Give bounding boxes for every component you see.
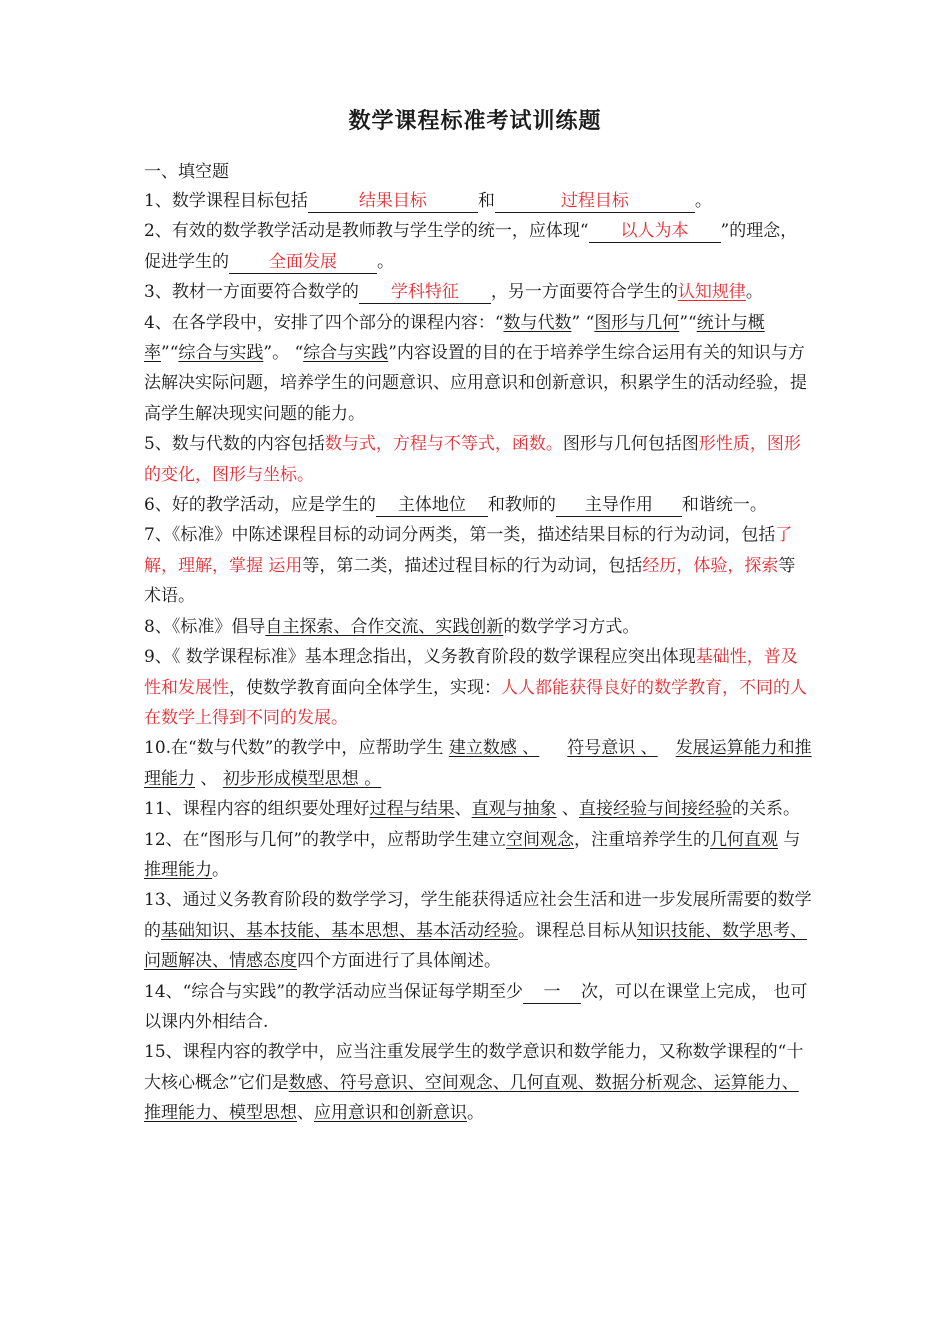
question-text: ”内容设置的目的在于培养学生综合运用有关的知识与方法解决实际问题，培养学生的问题意识、应用意识和创新意识，积累学生的活动经验，提高学生解决现实问题的能力。 bbox=[144, 343, 807, 424]
answer-blank: 以人为本 bbox=[589, 220, 721, 243]
answer-text: 人人都能获得良好的数学教育，不同的人在数学上得到不同的发展。 bbox=[144, 677, 807, 728]
question-5 bbox=[144, 429, 812, 490]
answer-text: 数与代数 bbox=[503, 312, 572, 333]
answer-text: 基础知识、基本技能、基本思想、基本活动经验 bbox=[161, 920, 518, 941]
question-text: 。 bbox=[745, 282, 763, 303]
section-heading: 一、填空题 bbox=[144, 162, 229, 182]
answer-blank: 学科特征 bbox=[359, 281, 491, 304]
answer-text: 空间观念 bbox=[506, 829, 575, 850]
question-text: ，使数学教育面向全体学生，实现： bbox=[229, 677, 501, 698]
question-text: 3、教材一方面要符合数学的 bbox=[144, 282, 359, 303]
question-text: 。 bbox=[467, 1103, 484, 1124]
question-text: 。 bbox=[694, 191, 712, 211]
answer-text: 直观与抽象 bbox=[471, 799, 557, 820]
question-8 bbox=[144, 612, 812, 642]
answer-text: 统计与概率 bbox=[144, 312, 765, 364]
question-text: 、 bbox=[454, 799, 472, 820]
question-text: 次，可以在课堂上完成， 也可以课内外相结合. bbox=[144, 981, 808, 1032]
question-text: 13、通过义务教育阶段的数学学习，学生能获得适应社会生活和进一步发展所需要的数学的 bbox=[144, 890, 812, 941]
question-6 bbox=[144, 490, 812, 520]
question-4 bbox=[144, 308, 812, 430]
question-9 bbox=[144, 642, 812, 733]
question-12 bbox=[144, 825, 812, 886]
question-text: 四个方面进行了具体阐述。 bbox=[297, 951, 501, 972]
answer-text: 过程与结果 bbox=[369, 799, 455, 820]
question-1 bbox=[144, 186, 812, 216]
question-text: 6、好的教学活动，应是学生的 bbox=[144, 495, 376, 516]
question-text: 和教师的 bbox=[487, 495, 556, 516]
question-text: 4、在各学段中，安排了四个部分的课程内容：“ bbox=[144, 312, 504, 333]
answer-text: 知识技能、数学思考、问题解决、情感态度 bbox=[144, 920, 807, 972]
question-7 bbox=[144, 520, 812, 611]
question-text: ，注重培养学生的 bbox=[574, 829, 711, 850]
answer-text: 几何直观 bbox=[710, 829, 779, 850]
answer-text: 综合与实践 bbox=[178, 343, 264, 364]
answer-text: 综合与实践 bbox=[303, 343, 389, 364]
answer-blank: 结果目标 bbox=[308, 190, 478, 213]
answer-text: 推理能力 bbox=[144, 859, 212, 880]
question-text: ” “ bbox=[571, 312, 595, 333]
question-text: 11、课程内容的组织要处理好 bbox=[144, 799, 370, 820]
question-text: ”。 “ bbox=[263, 343, 304, 364]
question-text: 15、课程内容的教学中，应当注重发展学生的数学意识和数学能力，又称数学课程的“十大核心概念”它们是 bbox=[144, 1042, 804, 1093]
question-list bbox=[144, 186, 812, 1129]
answer-text: 建立数感 、 bbox=[448, 738, 540, 759]
question-text: 12、在“图形与几何”的教学中，应帮助学生建立 bbox=[144, 829, 507, 850]
question-text: ”“ bbox=[679, 312, 697, 333]
question-15 bbox=[144, 1037, 812, 1128]
question-text: 。 bbox=[212, 859, 229, 880]
answer-text: 初步形成模型思想 。 bbox=[222, 768, 382, 789]
page-title: 数学课程标准考试训练题 bbox=[348, 109, 602, 134]
answer-text: 符号意识 、 bbox=[567, 738, 658, 759]
question-text: 8、《标准》倡导 bbox=[144, 616, 266, 637]
answer-text: 应用意识和创新意识 bbox=[314, 1103, 467, 1124]
answer-text: 自主探索、合作交流、实践创新 bbox=[265, 616, 504, 637]
question-text: 和谐统一。 bbox=[681, 495, 767, 516]
answer-text: 认知规律 bbox=[677, 282, 746, 303]
question-text: 、 bbox=[556, 799, 580, 820]
answer-text: 了解，理解，掌握 运用 bbox=[144, 525, 793, 576]
question-text: 等，第二类，描述过程目标的行为动词，包括 bbox=[302, 555, 643, 576]
answer-text: 图形与几何 bbox=[594, 312, 680, 333]
answer-blank: 主体地位 bbox=[376, 494, 488, 517]
question-text: 10.在“数与代数”的教学中，应帮助学生 bbox=[144, 738, 449, 759]
question-11 bbox=[144, 794, 812, 824]
question-3 bbox=[144, 277, 812, 307]
answer-text: 基础性，普及性和发展性 bbox=[144, 647, 798, 698]
question-10 bbox=[144, 733, 812, 794]
question-text: 。课程总目标从 bbox=[518, 920, 637, 941]
answer-text: 形性质，图形的变化，图形与坐标。 bbox=[144, 434, 801, 485]
question-text: 7、《标准》中陈述课程目标的动词分两类，第一类，描述结果目标的行为动词，包括 bbox=[144, 525, 776, 546]
question-text: ”“ bbox=[161, 343, 179, 364]
question-2 bbox=[144, 216, 812, 277]
question-text: 14、“综合与实践”的教学活动应当保证每学期至少 bbox=[144, 981, 524, 1002]
question-text: ，另一方面要符合学生的 bbox=[490, 282, 678, 303]
question-text: 的数学学习方式。 bbox=[503, 616, 640, 637]
question-text: 、 bbox=[297, 1103, 314, 1124]
question-13 bbox=[144, 885, 812, 976]
answer-blank: 一 bbox=[523, 981, 581, 1004]
answer-text: 数与式，方程与不等式，函数。 bbox=[324, 434, 563, 455]
question-text: 与 bbox=[778, 829, 801, 850]
question-14 bbox=[144, 977, 812, 1038]
question-text: 1、数学课程目标包括 bbox=[144, 191, 308, 211]
question-text: 2、有效的数学教学活动是教师教与学生学的统一，应体现“ bbox=[144, 221, 589, 242]
answer-text: 经历，体验，探索 bbox=[642, 555, 779, 576]
question-text: 。 bbox=[377, 251, 394, 272]
question-text: 和 bbox=[477, 191, 495, 211]
question-text: 等术语。 bbox=[144, 555, 796, 607]
question-text: 9、《 数学课程标准》基本理念指出，义务教育阶段的数学课程应突出体现 bbox=[144, 647, 696, 668]
question-text: 5、数与代数的内容包括 bbox=[144, 434, 325, 455]
answer-text: 发展运算能力和推理能力 bbox=[144, 738, 812, 789]
answer-text: 数感、符号意识、空间观念、几何直观、数据分析观念、运算能力、推理能力、模型思想 bbox=[144, 1072, 799, 1124]
question-text: 图形与几何包括图 bbox=[562, 434, 699, 455]
question-text: ”的理念，促进学生的 bbox=[144, 221, 798, 272]
answer-text: 直接经验与间接经验 bbox=[579, 799, 733, 820]
question-text: 、 bbox=[195, 768, 223, 789]
answer-blank: 主导作用 bbox=[556, 494, 682, 517]
answer-blank: 全面发展 bbox=[229, 251, 377, 274]
answer-blank: 过程目标 bbox=[495, 190, 695, 213]
question-text: 的关系。 bbox=[732, 799, 801, 820]
